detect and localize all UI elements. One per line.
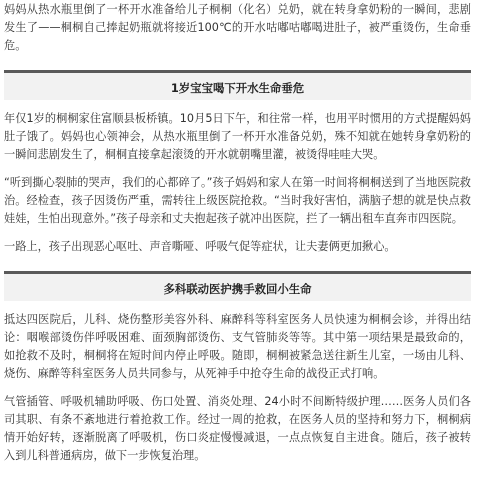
section1-paragraph-2: “听到撕心裂肺的哭声，我们的心都碎了。”孩子妈妈和家人在第一时间将桐桐送到了当地医院救治。经检查，孩子因烫伤严重，需转往上级医院抢救。“当时我好害怕，满脑子想的就是快点救娃娃，生怕出现意外。”孩子母亲和丈夫抱起孩子就冲出医院，拦了一辆出租车直奔市四医院。 <box>4 176 471 225</box>
spacer <box>4 164 471 174</box>
section2-paragraph-2: 气管插管、呼吸机辅助呼吸、伤口处置、消炎处理、24小时不间断特级护理……医务人员们各司其职、有条不紊地进行着抢救工作。经过一周的抢救，在医务人员的坚持和努力下，桐桐病情开始好转，逐渐脱离了呼吸机，伤口炎症慢慢减退，一点点恢复自主进食。随后，孩子被转入到儿科普通病房，做下一步恢复治理。 <box>4 395 471 462</box>
spacer <box>4 301 471 311</box>
spacer <box>4 100 471 110</box>
spacer <box>4 228 471 238</box>
spacer <box>4 55 471 70</box>
section1-paragraph-1: 年仅1岁的桐桐家住富顺县板桥镇。10月5日下午，和往常一样，也用平时惯用的方式提醒妈妈肚子饿了。妈妈也心领神会，从热水瓶里倒了一杯开水准备兑奶，殊不知就在她转身拿奶粉的一瞬间悲剧发生了，桐桐直接拿起滚烫的开水就朝嘴里灌，被烫得哇哇大哭。 <box>4 112 471 161</box>
section2-paragraph-1: 抵达四医院后，儿科、烧伤整形美容外科、麻醉科等科室医务人员快速为桐桐会诊，并得出结论：咽喉部烫伤伴呼吸困难、面颈胸部烫伤、支气管肺炎等等。其中第一项结果是最致命的，如抢救不及时，桐桐将在短时间内停止呼吸。随即，桐桐被紧急送往新生儿室，一场由儿科、烧伤、麻醉等科室医务人员共同参与，从死神手中抢夺生命的战役正式打响。 <box>4 313 471 380</box>
spacer <box>4 256 471 271</box>
section1-paragraph-3: 一路上，孩子出现恶心呕吐、声音嘶哑、呼吸气促等症状，让夫妻俩更加揪心。 <box>4 240 396 253</box>
intro-paragraph: 妈妈从热水瓶里倒了一杯开水准备给儿子桐桐（化名）兑奶，就在转身拿奶粉的一瞬间，悲剧发生了——桐桐自己捧起奶瓶就将接近100℃的开水咕嘟咕嘟喝进肚子，被严重烫伤，生命垂危。 <box>4 3 471 52</box>
spacer <box>4 383 471 393</box>
section-title-multi-department-rescue: 多科联动医护携手救回小生命 <box>4 271 471 301</box>
section-title-baby-drinks-boiling-water: 1岁宝宝喝下开水生命垂危 <box>4 70 471 100</box>
